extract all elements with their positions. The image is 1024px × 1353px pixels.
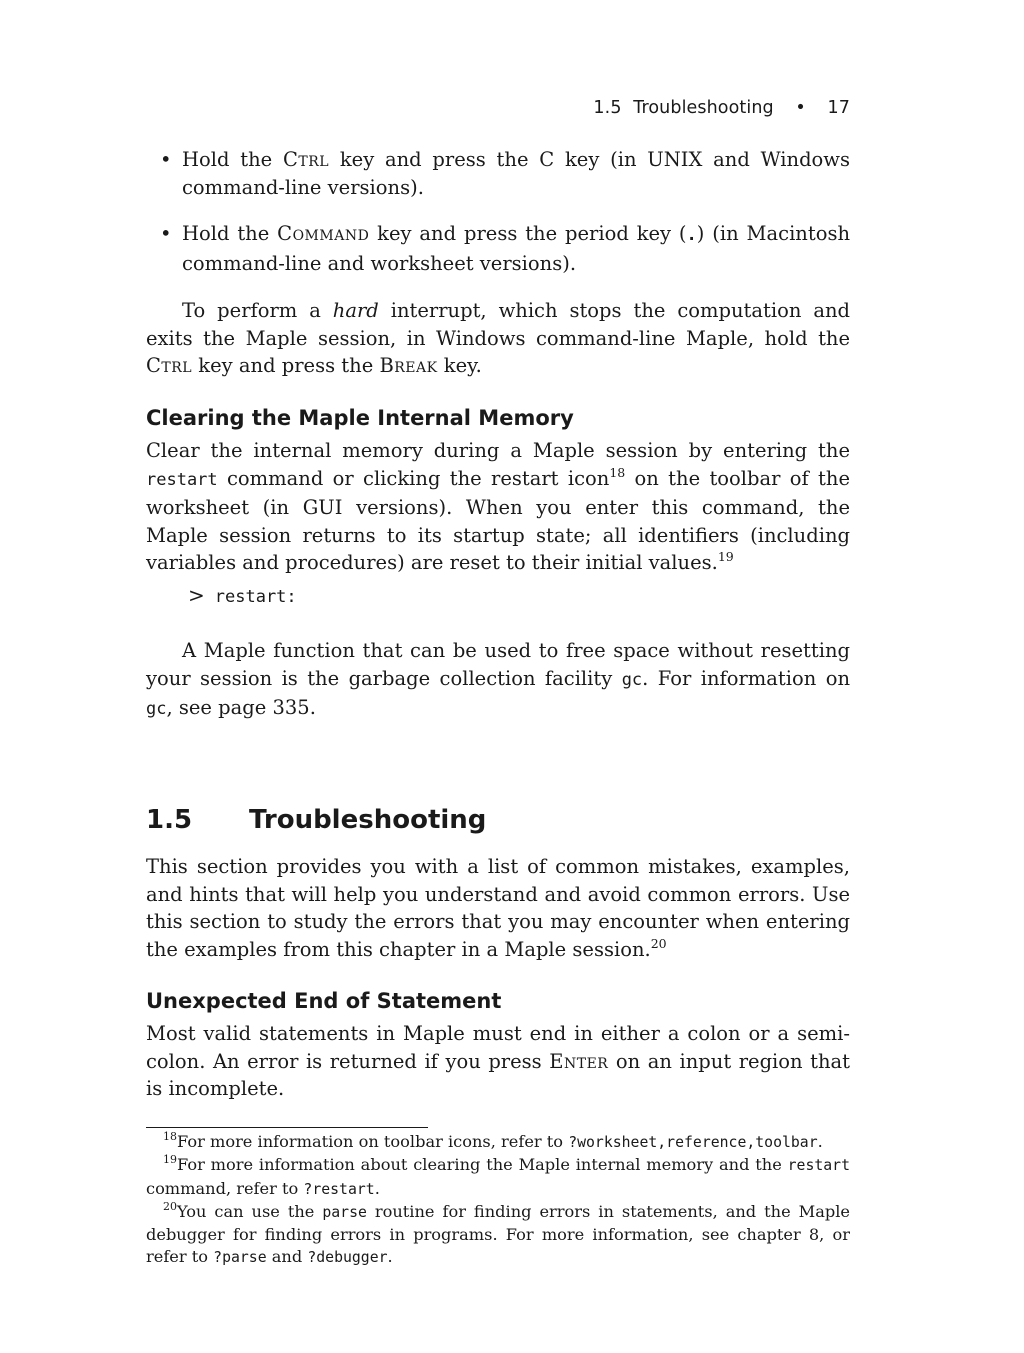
footnote-text: For more information on toolbar icons, refer to (177, 1132, 569, 1151)
bullet-marker: • (160, 222, 172, 245)
footnote-mark: 18 (163, 1130, 177, 1143)
inline-code: gc (146, 699, 167, 719)
footnote-19 (146, 1154, 850, 1201)
inline-code: restart (146, 469, 218, 490)
gc-paragraph (146, 637, 850, 724)
header-separator: • (795, 98, 806, 118)
inline-code: ?worksheet,reference,toolbar (568, 1134, 818, 1151)
subsection-heading-unexpected-end: Unexpected End of Statement (146, 989, 502, 1013)
paragraph-text: on an input region that is incomplete. (146, 1049, 851, 1100)
key-name: Command (277, 222, 370, 245)
key-name: Ctrl (282, 148, 330, 171)
footnote-text: You can use the (177, 1201, 323, 1221)
section-title: Troubleshooting (249, 805, 487, 835)
key-name: Enter (549, 1049, 609, 1073)
unexpected-end-paragraph (146, 1020, 850, 1103)
footnote-text: . (817, 1132, 823, 1151)
footnote-text: . (374, 1178, 380, 1198)
clearing-memory-paragraph (146, 437, 850, 577)
inline-code: gc (621, 669, 643, 690)
footnote-18 (146, 1131, 850, 1154)
paragraph-text: Clear the internal memory during a Maple session by entering the (146, 439, 850, 462)
section-number: 1.5 (146, 805, 193, 835)
header-section-title: Troubleshooting (633, 98, 774, 118)
footnote-text: routine for finding errors in statements, and the Maple debugger for finding errors in programs. For more information, see chapter 8, or refer to (146, 1201, 850, 1267)
bullet-text: Hold the (182, 148, 283, 171)
bullet-text: Hold the (182, 222, 278, 245)
footnote-text: command, refer to (146, 1178, 304, 1198)
emphasis-text: hard (332, 299, 379, 322)
paragraph-text: interrupt, which stops the computation and exits the Maple session, in Windows command-line Maple, hold the (146, 299, 850, 350)
paragraph-text: key and press the (192, 354, 380, 377)
list-item (146, 146, 850, 201)
footnote-mark: 20 (163, 1199, 177, 1213)
footnote-text: . (387, 1247, 393, 1267)
paragraph-text: key. (437, 354, 482, 377)
bullet-marker: • (160, 148, 172, 171)
list-item (146, 220, 850, 277)
key-name: Ctrl (146, 354, 193, 377)
paragraph-text: A Maple function that can be used to free space without resetting your session is the garbage collection facility (146, 639, 850, 690)
page-number: 17 (827, 98, 850, 118)
paragraph-text: This section provides you with a list of common mistakes, examples, and hints that will help you understand and avoid common errors. Use this section to study the errors that you may encounter when entering the examples from this chapter in a Maple session. (146, 855, 850, 961)
footnotes (146, 1131, 850, 1270)
subsection-heading-clearing-memory: Clearing the Maple Internal Memory (146, 406, 574, 430)
bullet-text: key and press the C key (in UNIX and Windows command-line versions). (182, 148, 850, 199)
paragraph-text: . For information on (642, 666, 851, 690)
footnote-ref: 20 (650, 935, 667, 951)
footnote-divider (146, 1127, 428, 1128)
paragraph-text: To perform a (182, 299, 333, 322)
bullet-text: ) (in Macintosh command-line and worksheet versions). (182, 222, 851, 275)
section-heading-troubleshooting (146, 805, 486, 835)
maple-input-example (188, 582, 297, 612)
footnote-text: and (266, 1247, 308, 1267)
footnote-mark: 19 (163, 1153, 177, 1167)
footnote-20 (146, 1201, 850, 1270)
inline-code: ?restart (303, 1180, 375, 1198)
inline-code: ?parse (213, 1249, 267, 1267)
inline-code: parse (322, 1203, 367, 1221)
paragraph-text: on the toolbar of the worksheet (in GUI versions). When you enter this command, the Maple session returns to its startup state; all identifiers (including variables and procedures) are reset to their initial values. (146, 466, 850, 574)
key-name: Break (379, 354, 438, 377)
running-header (593, 98, 850, 118)
footnote-ref: 19 (717, 549, 734, 564)
paragraph-text: Most valid statements in Maple must end in either a colon or a semi-colon. An error is returned if you press (146, 1022, 850, 1073)
interrupt-bullet-list (146, 146, 850, 296)
footnote-ref: 18 (609, 464, 626, 480)
header-section-number: 1.5 (593, 98, 622, 118)
troubleshooting-intro-paragraph (146, 853, 850, 963)
paragraph-text: , see page 335. (166, 696, 316, 719)
footnote-text: For more information about clearing the Maple internal memory and the (177, 1155, 788, 1175)
paragraph-text: command or clicking the restart icon (217, 466, 610, 490)
inline-code: restart (787, 1157, 850, 1175)
hard-interrupt-paragraph (146, 297, 850, 380)
bullet-text: key and press the period key ( (369, 222, 687, 245)
inline-code: . (686, 225, 697, 245)
maple-prompt: > (188, 583, 205, 607)
maple-command: restart: (214, 587, 297, 607)
inline-code: ?debugger (307, 1249, 388, 1267)
